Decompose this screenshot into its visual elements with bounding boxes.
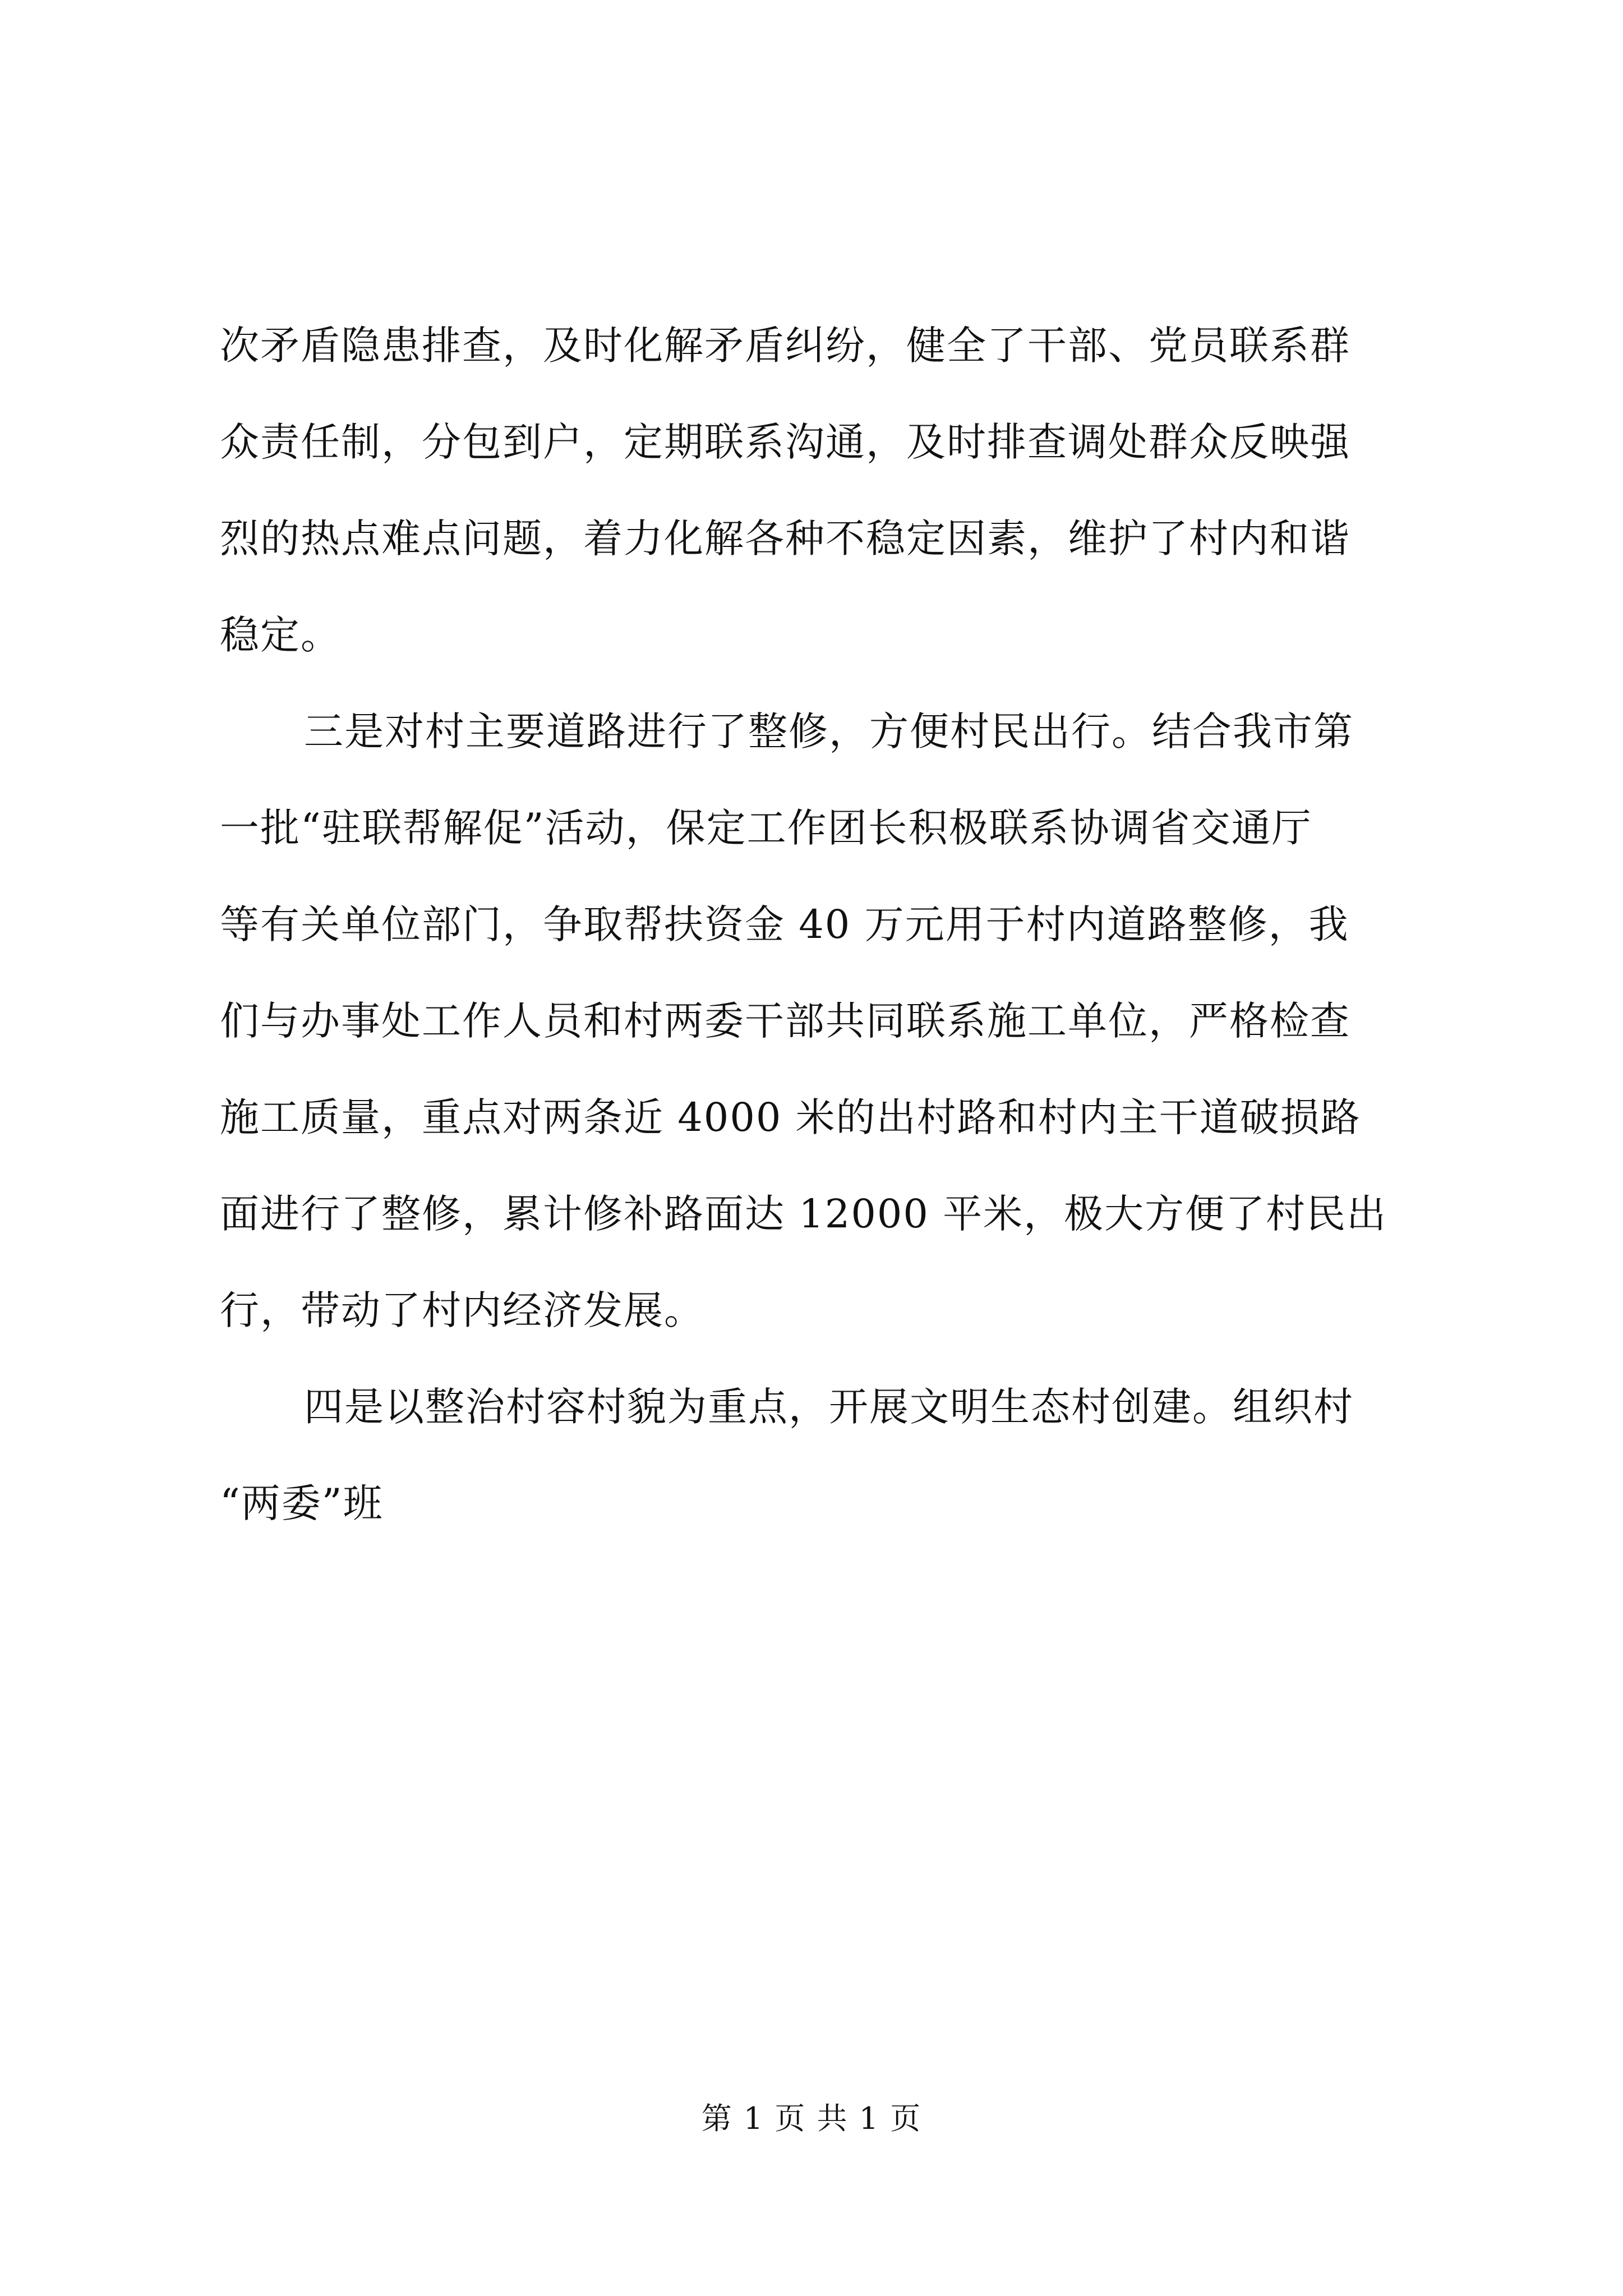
page-number-footer: 第 1 页 共 1 页 [701, 2101, 922, 2136]
text-line: 们与办事处工作人员和村两委干部共同联系施工单位，严格检查 [220, 998, 1350, 1044]
text-line: 四是以整治村容村貌为重点，开展文明生态村创建。组织村 [304, 1384, 1354, 1430]
text-line: 一批“驻联帮解促”活动，保定工作团长积极联系协调省交通厅 [220, 805, 1312, 851]
text-line: 稳定。 [220, 612, 341, 658]
text-line: 烈的热点难点问题，着力化解各种不稳定因素，维护了村内和谐 [220, 516, 1350, 562]
text-line: 众责任制，分包到户，定期联系沟通，及时排查调处群众反映强 [220, 419, 1350, 465]
text-line: 施工质量，重点对两条近 4000 米的出村路和村内主干道破损路 [220, 1094, 1361, 1140]
text-line: 行，带动了村内经济发展。 [220, 1287, 704, 1333]
text-line: 三是对村主要道路进行了整修，方便村民出行。结合我市第 [304, 708, 1354, 754]
text-line: 等有关单位部门，争取帮扶资金 40 万元用于村内道路整修，我 [220, 901, 1349, 947]
text-line: 次矛盾隐患排查，及时化解矛盾纠纷，健全了干部、党员联系群 [220, 323, 1350, 369]
text-line: “两委”班 [220, 1480, 384, 1526]
body-text [220, 297, 1409, 1552]
text-line: 面进行了整修，累计修补路面达 12000 平米，极大方便了村民出 [220, 1191, 1387, 1237]
